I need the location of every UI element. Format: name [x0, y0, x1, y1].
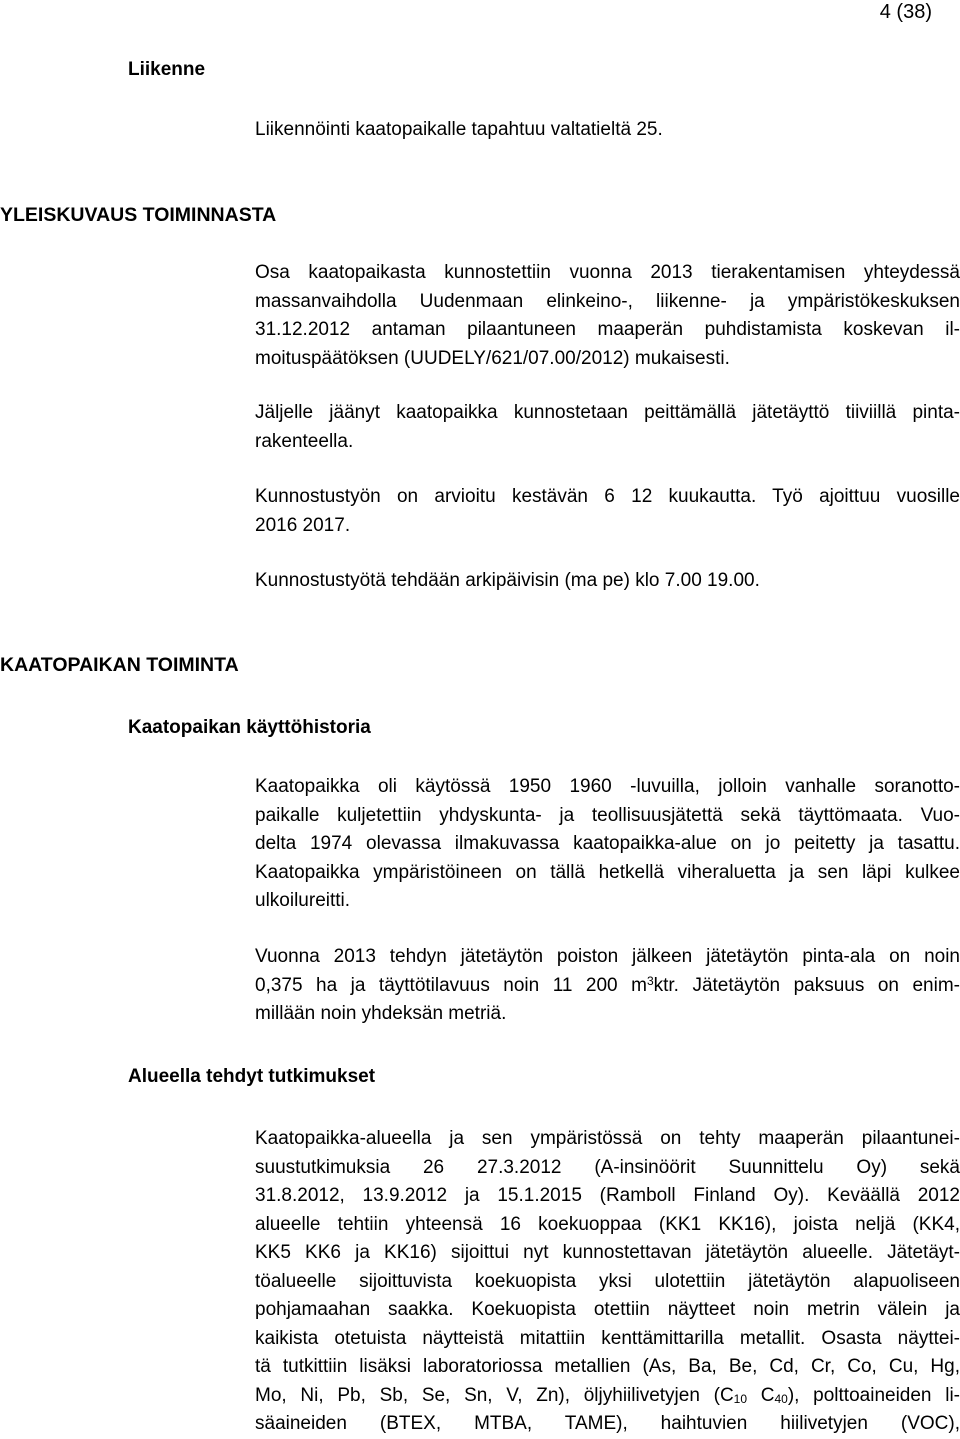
text-line: Jäljelle jäänyt kaatopaikka kunnostetaan peittämällä jätetäyttö tiiviillä pinta-: [255, 402, 960, 423]
text-fragment: Mo, Ni, Pb, Sb, Se, Sn, V, Zn), öljyhiilivetyjen (C: [255, 1384, 734, 1406]
yleiskuvaus-paragraph-2: [255, 399, 960, 456]
text-line: alueelle tehtiin yhteensä 16 koekuoppaa (KK1 KK16), joista neljä (KK4,: [255, 1213, 960, 1235]
text-line: delta 1974 olevassa ilmakuvassa kaatopaikka-alue on jo peitetty ja tasattu.: [255, 833, 960, 854]
text-fragment: C: [747, 1384, 775, 1406]
yleiskuvaus-paragraph-1: [255, 259, 960, 373]
text-line: Kaatopaikka ympäristöineen on tällä hetkellä viheraluetta ja sen läpi kulkee: [255, 861, 960, 883]
text-line: rakenteella.: [255, 430, 354, 452]
text-line: Vuonna 2013 tehdyn jätetäytön poiston jälkeen jätetäytön pinta-ala on noin: [255, 946, 960, 967]
text-line: Kunnostustyötä tehdään arkipäivisin (ma pe) klo 7.00 19.00.: [255, 570, 760, 591]
text-line: suustutkimuksia 26 27.3.2012 (A-insinöörit Suunnittelu Oy) sekä: [255, 1156, 960, 1178]
yleiskuvaus-paragraph-4: [255, 567, 960, 596]
text-line: 31.12.2012 antaman pilaantuneen maaperän puhdistamista koskevan il-: [255, 319, 960, 340]
text-line: pohjamaahan saakka. Koekuopista otettiin näytteet noin metrin välein ja: [255, 1299, 960, 1320]
kayttohistoria-paragraph-2: [255, 943, 960, 1029]
text-line: säaineiden (BTEX, MTBA, TAME), haihtuvien hiilivetyjen (VOC),: [255, 1413, 960, 1434]
text-line: töalueelle sijoittuvista koekuopista yksi ulotettiin jätetäytön alapuoliseen: [255, 1270, 960, 1292]
text-fragment: ), polttoaineiden li-: [787, 1384, 960, 1406]
text-line: paikalle kuljetettiin yhdyskunta- ja teollisuusjätettä sekä täyttömaata. Vuo-: [255, 804, 960, 826]
subsection-heading-tutkimukset: Alueella tehdyt tutkimukset: [128, 1066, 376, 1087]
text-line: Kaatopaikka oli käytössä 1950 1960 -luvuilla, jolloin vanhalle soranotto-: [255, 776, 960, 797]
section-heading-liikenne: Liikenne: [128, 59, 206, 80]
text-line: Osa kaatopaikasta kunnostettiin vuonna 2013 tierakentamisen yhteydessä: [255, 262, 960, 283]
subscript: 40: [774, 1391, 788, 1406]
text-line: ulkoilureitti.: [255, 890, 351, 911]
text-fragment: ktr. Jätetäytön paksuus on enim-: [653, 974, 960, 996]
text-line: millään noin yhdeksän metriä.: [255, 1003, 507, 1024]
text-line: moituspäätöksen (UUDELY/621/07.00/2012) mukaisesti.: [255, 347, 730, 369]
text-line: [255, 972, 960, 1001]
text-line: kaikista otetuista näytteistä mitattiin kenttämittarilla metallit. Osasta näyttei-: [255, 1327, 960, 1349]
text-line: 2016 2017.: [255, 514, 351, 536]
text-line: Liikennöinti kaatopaikalle tapahtuu valtatieltä 25.: [255, 119, 663, 140]
page-number: 4 (38): [879, 1, 932, 23]
text-fragment: 0,375 ha ja täyttötilavuus noin 11 200 m: [255, 974, 647, 996]
section-heading-yleiskuvaus: YLEISKUVAUS TOIMINNASTA: [0, 204, 277, 226]
text-line: KK5 KK6 ja KK16) sijoittui nyt kunnostettavan jätetäytön alueelle. Jätetäyt-: [255, 1242, 960, 1263]
superscript: 3: [646, 973, 654, 988]
kayttohistoria-paragraph-1: [255, 773, 960, 916]
text-line: 31.8.2012, 13.9.2012 ja 15.1.2015 (Ramboll Finland Oy). Keväällä 2012: [255, 1185, 960, 1206]
subsection-heading-kayttohistoria: Kaatopaikan käyttöhistoria: [128, 717, 371, 738]
text-line: [255, 1382, 960, 1411]
yleiskuvaus-paragraph-3: [255, 483, 960, 540]
text-line: tä tutkittiin lisäksi laboratoriossa metallien (As, Ba, Be, Cd, Cr, Co, Cu, Hg,: [255, 1356, 960, 1377]
subscript: 10: [733, 1391, 748, 1406]
text-line: Kunnostustyön on arvioitu kestävän 6 12 kuukautta. Työ ajoittuu vuosille: [255, 486, 960, 507]
tutkimukset-paragraph: [255, 1125, 960, 1439]
liikenne-paragraph: [255, 116, 960, 145]
text-line: massanvaihdolla Uudenmaan elinkeino-, liikenne- ja ympäristökeskuksen: [255, 290, 960, 312]
section-heading-toiminta: KAATOPAIKAN TOIMINTA: [0, 654, 239, 676]
text-line: Kaatopaikka-alueella ja sen ympäristössä on tehty maaperän pilaantunei-: [255, 1128, 960, 1149]
